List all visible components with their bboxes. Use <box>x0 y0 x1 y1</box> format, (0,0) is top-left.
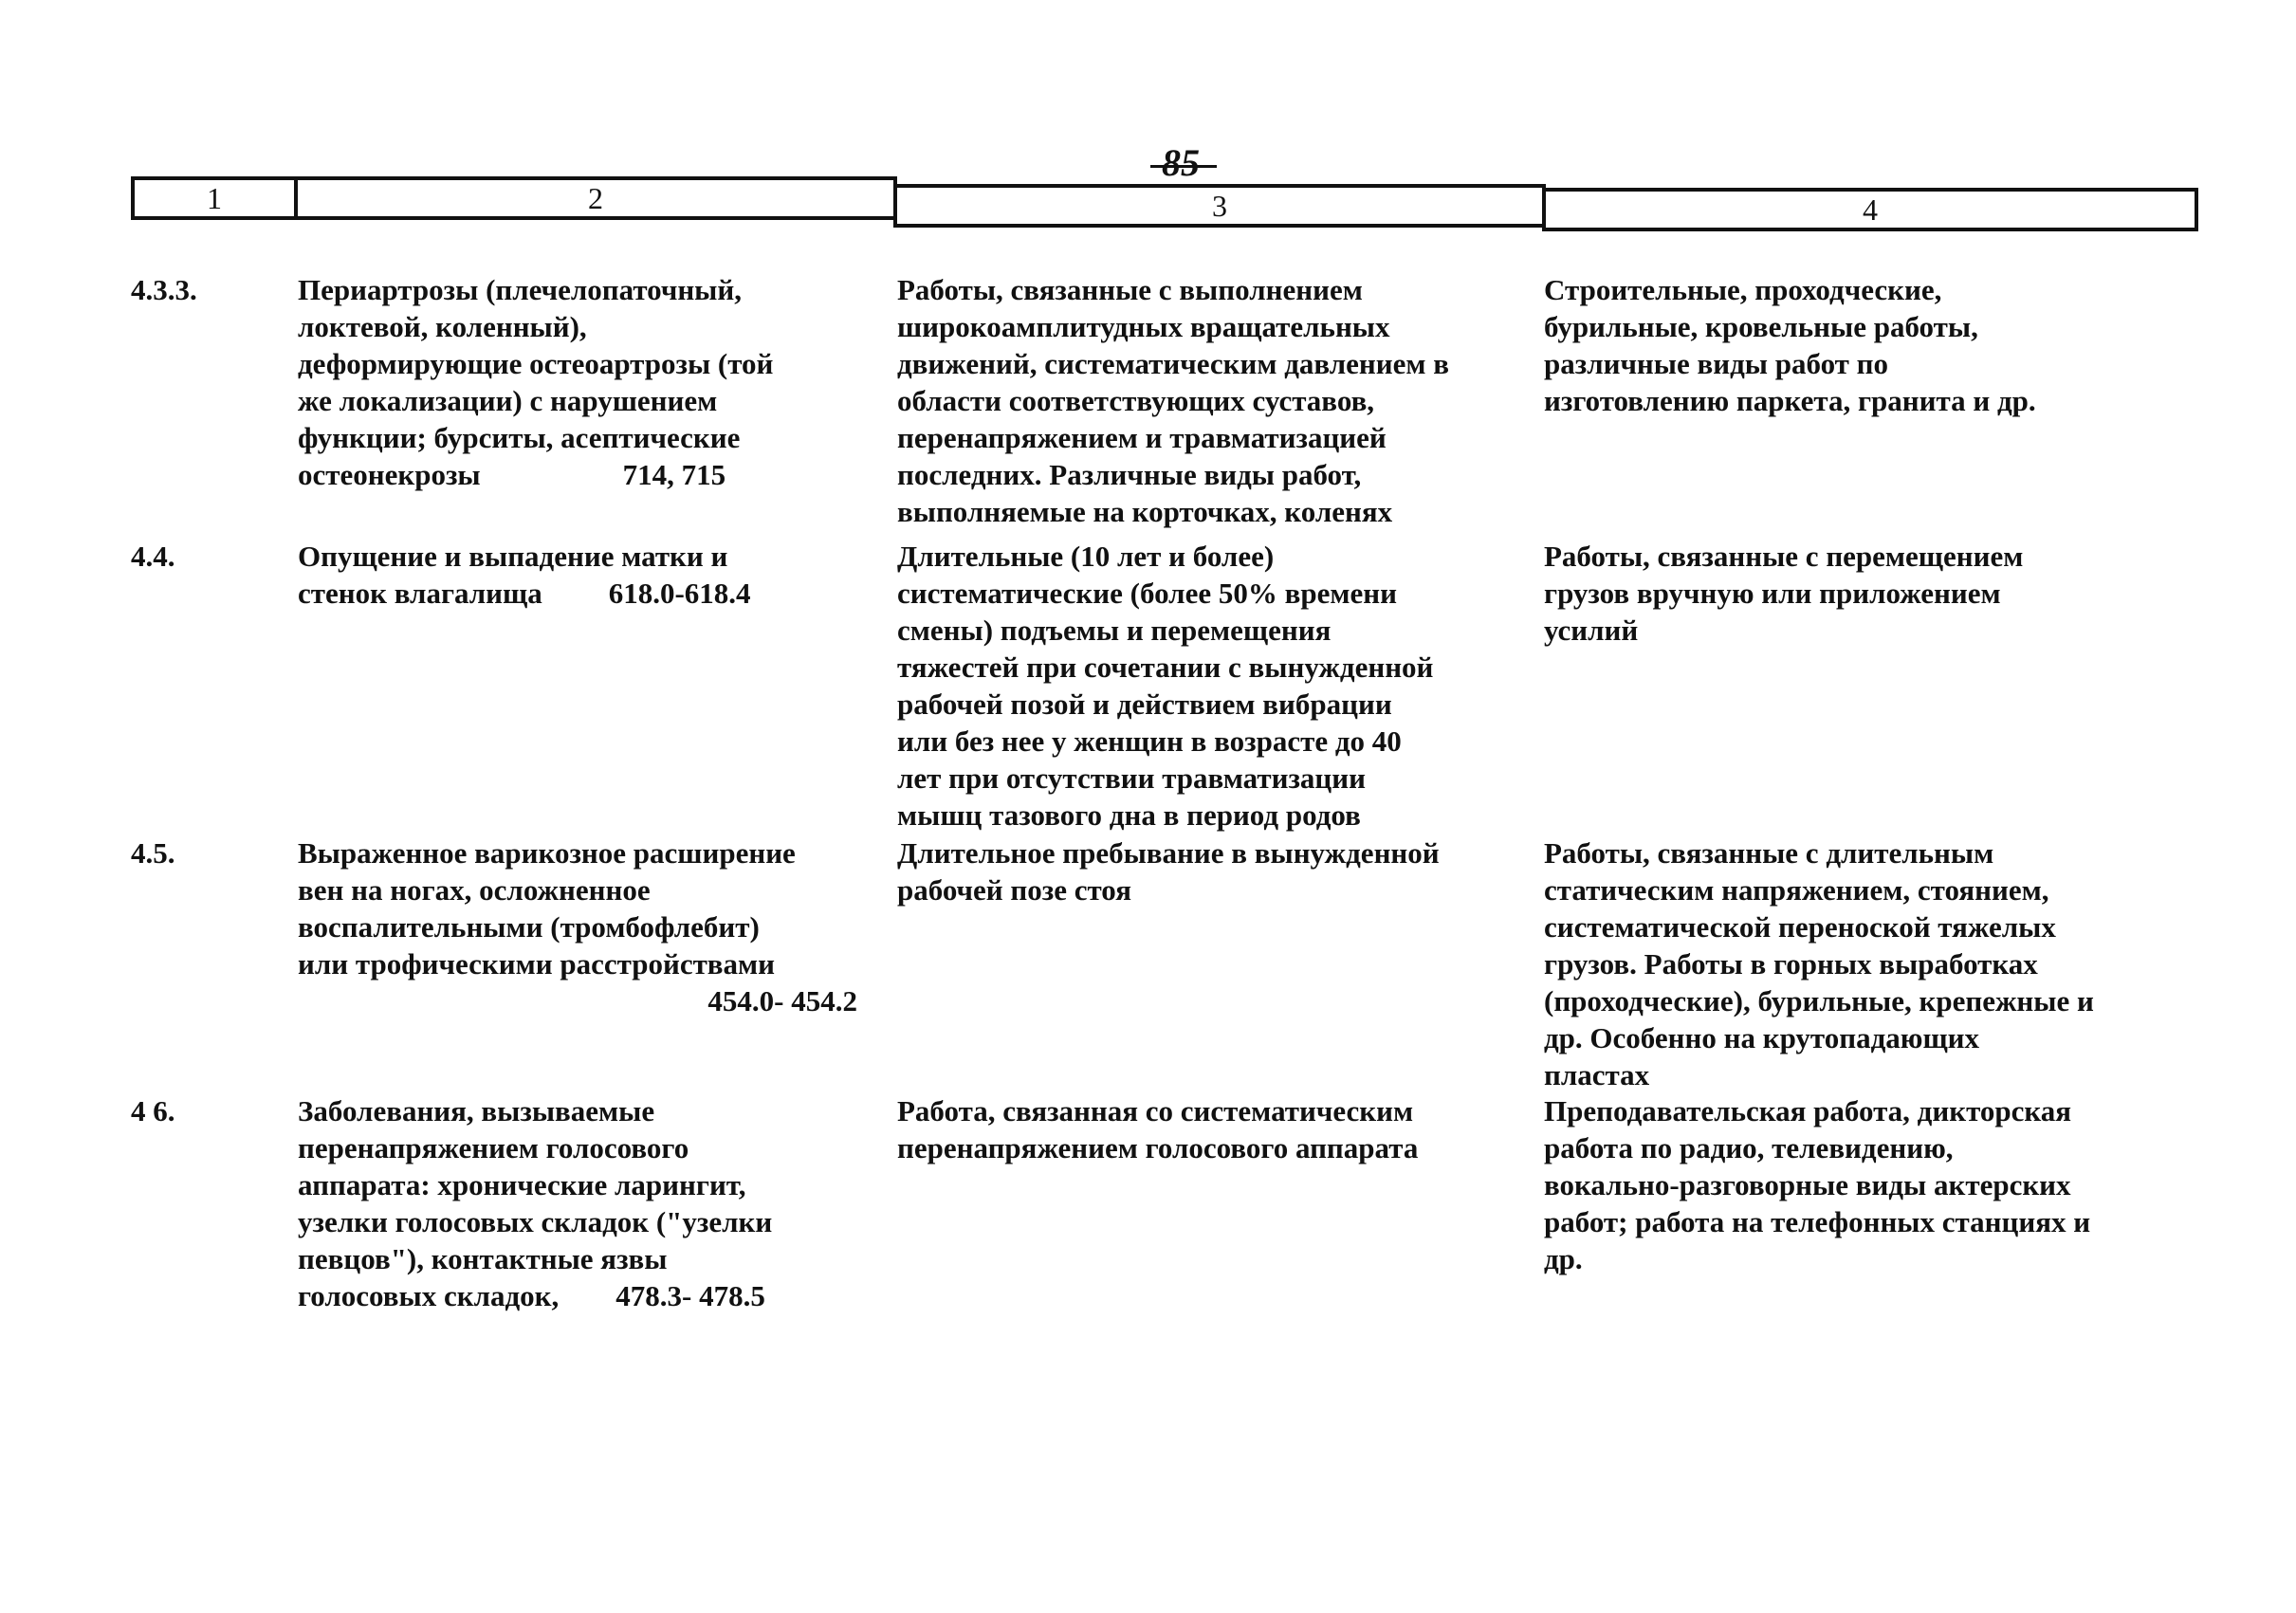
work-types-line: систематической переноской тяжелых <box>1544 910 2056 944</box>
conditions-line: лет при отсутствии травматизации <box>897 761 1366 795</box>
work-types-line: изготовлению паркета, гранита и др. <box>1544 384 2036 417</box>
disease-cell <box>298 538 886 612</box>
conditions-line: рабочей позе стоя <box>897 873 1131 907</box>
conditions-line: выполняемые на корточках, коленях <box>897 495 1393 528</box>
disease-line: локтевой, коленный), <box>298 310 587 343</box>
disease-line: же локализации) с нарушением <box>298 384 718 417</box>
disease-line: деформирующие остеоартрозы (той <box>298 347 774 380</box>
work-types-cell <box>1544 271 2198 419</box>
conditions-line: области соответствующих суставов, <box>897 384 1375 417</box>
disease-line: Заболевания, вызываемые <box>298 1094 655 1127</box>
work-types-cell <box>1544 538 2198 649</box>
page-number: 85 <box>1162 141 1200 184</box>
work-types-line: Строительные, проходческие, <box>1544 273 1942 306</box>
work-types-line: пластах <box>1544 1058 1650 1091</box>
disease-line: воспалительными (тромбофлебит) <box>298 910 760 944</box>
work-types-cell <box>1544 1092 2198 1277</box>
disease-cell <box>298 834 886 1019</box>
row-number: 4.5. <box>131 836 175 870</box>
conditions-cell <box>897 538 1523 834</box>
work-types-line: (проходческие), бурильные, крепежные и <box>1544 984 2094 1017</box>
column-header-2: 2 <box>294 176 897 220</box>
icd-code: 454.0- 454.2 <box>707 984 857 1017</box>
work-types-line: Работы, связанные с длительным <box>1544 836 1994 870</box>
disease-line: Опущение и выпадение матки и <box>298 540 728 573</box>
conditions-line: тяжестей при сочетании с вынужденной <box>897 651 1434 684</box>
disease-line: узелки голосовых складок ("узелки <box>298 1205 773 1238</box>
conditions-line: перенапряжением голосового аппарата <box>897 1131 1419 1164</box>
work-types-line: Работы, связанные с перемещением <box>1544 540 2024 573</box>
column-header-1: 1 <box>131 176 298 220</box>
conditions-line: смены) подъемы и перемещения <box>897 614 1332 647</box>
disease-cell <box>298 271 886 493</box>
conditions-line: систематические (более 50% времени <box>897 577 1397 610</box>
work-types-line: работ; работа на телефонных станциях и <box>1544 1205 2091 1238</box>
conditions-line: Работа, связанная со систематическим <box>897 1094 1414 1127</box>
disease-line: стенок влагалища <box>298 577 542 610</box>
disease-line: певцов"), контактные язвы <box>298 1242 668 1275</box>
disease-line: функции; бурситы, асептические <box>298 421 741 454</box>
conditions-line: перенапряжением и травматизацией <box>897 421 1387 454</box>
disease-line: Выраженное варикозное расширение <box>298 836 796 870</box>
column-header-row <box>131 176 2196 226</box>
conditions-cell <box>897 1092 1523 1166</box>
work-types-line: грузов. Работы в горных выработках <box>1544 947 2038 981</box>
disease-line: вен на ногах, осложненное <box>298 873 651 907</box>
conditions-line: последних. Различные виды работ, <box>897 458 1362 491</box>
work-types-cell <box>1544 834 2198 1093</box>
icd-code: 478.3- 478.5 <box>615 1279 765 1312</box>
column-header-4: 4 <box>1542 188 2198 231</box>
column-header-3: 3 <box>893 184 1546 228</box>
work-types-line: различные виды работ по <box>1544 347 1889 380</box>
row-number: 4 6. <box>131 1094 175 1127</box>
work-types-line: Преподавательская работа, дикторская <box>1544 1094 2072 1127</box>
conditions-line: или без нее у женщин в возрасте до 40 <box>897 724 1402 758</box>
icd-code: 618.0-618.4 <box>608 577 751 610</box>
work-types-line: бурильные, кровельные работы, <box>1544 310 1978 343</box>
disease-line: остеонекрозы <box>298 458 481 491</box>
work-types-line: статическим напряжением, стоянием, <box>1544 873 2049 907</box>
disease-line: или трофическими расстройствами <box>298 947 776 981</box>
work-types-line: вокально-разговорные виды актерских <box>1544 1168 2071 1201</box>
disease-line: аппарата: хронические ларингит, <box>298 1168 746 1201</box>
conditions-cell <box>897 271 1523 530</box>
disease-line: перенапряжением голосового <box>298 1131 689 1164</box>
work-types-line: работа по радио, телевидению, <box>1544 1131 1954 1164</box>
conditions-line: Длительное пребывание в вынужденной <box>897 836 1440 870</box>
work-types-line: усилий <box>1544 614 1639 647</box>
disease-cell <box>298 1092 886 1314</box>
conditions-line: Длительные (10 лет и более) <box>897 540 1275 573</box>
row-number: 4.4. <box>131 540 175 573</box>
conditions-line: Работы, связанные с выполнением <box>897 273 1363 306</box>
conditions-line: рабочей позой и действием вибрации <box>897 687 1392 721</box>
conditions-cell <box>897 834 1523 908</box>
row-number: 4.3.3. <box>131 273 197 306</box>
work-types-line: грузов вручную или приложением <box>1544 577 2001 610</box>
work-types-line: др. <box>1544 1242 1583 1275</box>
disease-line: голосовых складок, <box>298 1279 560 1312</box>
icd-code: 714, 715 <box>622 458 726 491</box>
conditions-line: движений, систематическим давлением в <box>897 347 1449 380</box>
disease-line: Периартрозы (плечелопаточный, <box>298 273 742 306</box>
conditions-line: широкоамплитудных вращательных <box>897 310 1390 343</box>
conditions-line: мышц тазового дна в период родов <box>897 798 1361 832</box>
work-types-line: др. Особенно на крутопадающих <box>1544 1021 1980 1054</box>
